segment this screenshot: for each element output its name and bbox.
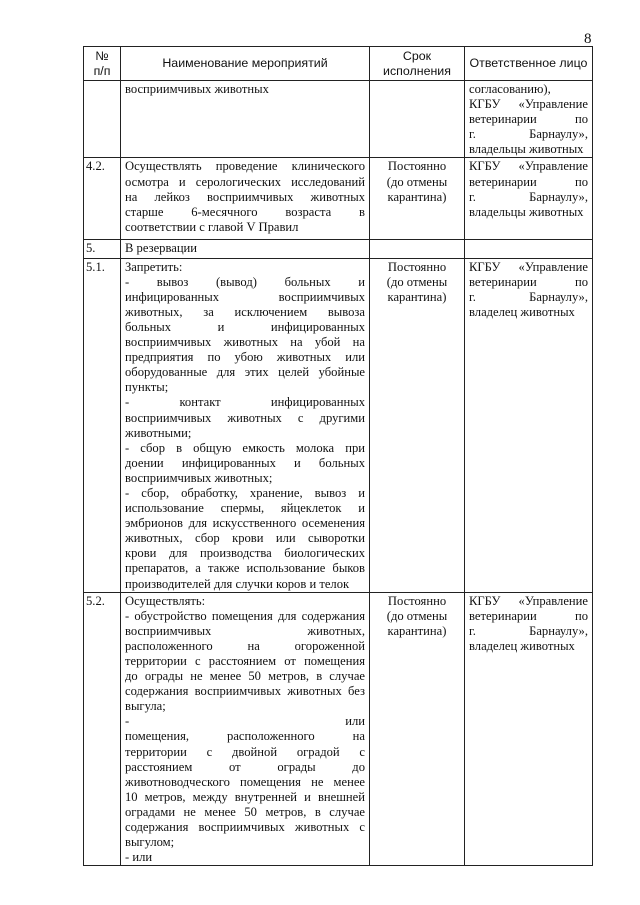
- text-line: владелец животных: [469, 638, 575, 653]
- term-text: [370, 158, 465, 240]
- text-line: восприимчивых животных на убой на: [125, 335, 365, 350]
- term-text: [370, 81, 465, 158]
- responsible-text: [465, 592, 593, 866]
- text-line: карантина): [387, 623, 447, 638]
- text-line: владельцы животных: [469, 142, 584, 157]
- text-line: оборудованные для этих целей убойные: [125, 365, 365, 380]
- text-line: препаратов, а также использование быков: [125, 561, 365, 576]
- text-line: Постоянно: [387, 593, 447, 608]
- text-line: соответствии с главой V Правил: [125, 219, 299, 234]
- table-header-row: [84, 47, 593, 81]
- text-line: г. Барнаулу»,: [469, 127, 588, 142]
- table-row: [84, 240, 593, 258]
- text-line: - или: [125, 714, 365, 729]
- text-line: выгулом;: [125, 835, 175, 850]
- text-line: расстоянием от ограды до: [125, 759, 365, 774]
- text-line: восприимчивых животных;: [125, 470, 273, 485]
- measure-text: [121, 158, 370, 240]
- text-line: выгула;: [125, 699, 166, 714]
- text-line: Постоянно: [387, 259, 447, 274]
- text-line: территории с двойной оградой с: [125, 744, 365, 759]
- text-line: (до отмены: [386, 608, 448, 623]
- term-text: [370, 258, 465, 592]
- text-line: - контакт инфицированных: [125, 395, 365, 410]
- text-line: содержания восприимчивых животных с: [125, 820, 365, 835]
- text-line: владелец животных: [469, 304, 575, 319]
- text-line: оградами не менее 50 метров, в случае: [125, 804, 365, 819]
- header-responsible: Ответственное лицо: [465, 47, 593, 81]
- text-line: восприимчивых животных,: [125, 623, 365, 638]
- row-number: 5.: [84, 240, 121, 258]
- text-line: КГБУ «Управление: [469, 593, 588, 608]
- text-line: содержания восприимчивых животных без: [125, 684, 365, 699]
- text-line: старше 6-месячного возраста в: [125, 204, 365, 219]
- text-line: ветеринарии по: [469, 174, 588, 189]
- text-line: ветеринарии по: [469, 112, 588, 127]
- text-line: эмбрионов для искусственного осеменения: [125, 516, 365, 531]
- text-line: - сбор, обработку, хранение, вывоз и: [125, 485, 365, 500]
- responsible-text: [465, 240, 593, 258]
- text-line: осмотра и серологических исследований: [125, 174, 365, 189]
- text-line: помещения, расположенного на: [125, 729, 365, 744]
- text-line: Постоянно: [387, 159, 447, 174]
- text-line: - вывоз (вывод) больных и: [125, 274, 365, 289]
- row-number: 4.2.: [84, 158, 121, 240]
- text-line: В резервации: [125, 241, 198, 256]
- text-line: владельцы животных: [469, 204, 584, 219]
- text-line: предприятия по убою животных или: [125, 350, 365, 365]
- row-number: 5.1.: [84, 258, 121, 592]
- text-line: ветеринарии по: [469, 274, 588, 289]
- text-line: карантина): [387, 189, 447, 204]
- responsible-text: [465, 158, 593, 240]
- table-row: [84, 81, 593, 158]
- text-line: животных, сбор крови или сыворотки: [125, 531, 365, 546]
- text-line: восприимчивых животных: [125, 82, 269, 96]
- text-line: 10 метров, между внутренней и внешней: [125, 789, 365, 804]
- responsible-text: [465, 81, 593, 158]
- text-line: г. Барнаулу»,: [469, 289, 588, 304]
- text-line: - или: [125, 850, 153, 865]
- text-line: (до отмены: [386, 274, 448, 289]
- text-line: инфицированных восприимчивых: [125, 289, 365, 304]
- text-line: животных, за исключением вывоза: [125, 304, 365, 319]
- text-line: ветеринарии по: [469, 608, 588, 623]
- table-body: [84, 81, 593, 866]
- text-line: Осуществлять проведение клинического: [125, 159, 365, 174]
- text-line: г. Барнаулу»,: [469, 623, 588, 638]
- measures-table: [83, 46, 593, 866]
- responsible-text: [465, 258, 593, 592]
- text-line: карантина): [387, 289, 447, 304]
- text-line: восприимчивых животных с другими: [125, 410, 365, 425]
- text-line: - обустройство помещения для содержания: [125, 608, 365, 623]
- text-line: крови для производства биологических: [125, 546, 365, 561]
- table-row: [84, 158, 593, 240]
- table-row: [84, 258, 593, 592]
- row-number: [84, 81, 121, 158]
- text-line: территории с расстоянием от помещения: [125, 654, 365, 668]
- text-line: Осуществлять:: [125, 593, 206, 608]
- text-line: согласованию),: [469, 82, 551, 96]
- row-number: 5.2.: [84, 592, 121, 866]
- text-line: доении инфицированных и больных: [125, 455, 365, 470]
- text-line: больных и инфицированных: [125, 319, 365, 334]
- text-line: (до отмены: [386, 174, 448, 189]
- text-line: г. Барнаулу»,: [469, 189, 588, 204]
- measure-text: [121, 258, 370, 592]
- text-line: Запретить:: [125, 259, 183, 274]
- term-text: [370, 592, 465, 866]
- table-row: [84, 592, 593, 866]
- measure-text: [121, 240, 370, 258]
- text-line: КГБУ «Управление: [469, 159, 588, 174]
- text-line: на лейкоз восприимчивых животных: [125, 189, 365, 204]
- header-name: Наименование мероприятий: [121, 47, 370, 81]
- term-text: [370, 240, 465, 258]
- text-line: расположенного на огороженной: [125, 638, 365, 653]
- text-line: производителей для случки коров и телок: [125, 576, 350, 591]
- header-num: № п/п: [84, 47, 121, 81]
- header-term: Срок исполнения: [370, 47, 465, 81]
- text-line: животными;: [125, 425, 192, 440]
- page-number: 8: [584, 31, 592, 47]
- measure-text: [121, 592, 370, 866]
- text-line: использование спермы, яйцеклеток и: [125, 501, 365, 516]
- text-line: пункты;: [125, 380, 169, 395]
- text-line: КГБУ «Управление: [469, 259, 588, 274]
- text-line: - сбор в общую емкость молока при: [125, 440, 365, 455]
- text-line: КГБУ «Управление: [469, 97, 588, 112]
- measure-text: [121, 81, 370, 158]
- text-line: до ограды не менее 50 метров, в случае: [125, 669, 365, 684]
- text-line: животноводческого помещения не менее: [125, 774, 365, 789]
